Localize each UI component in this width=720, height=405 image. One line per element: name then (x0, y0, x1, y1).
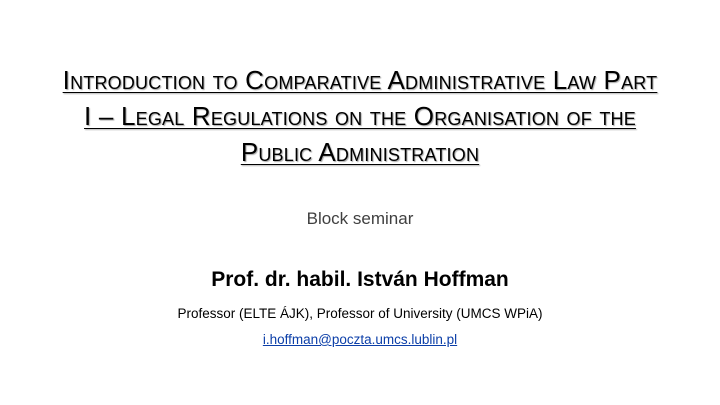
author-affiliation: Professor (ELTE ÁJK), Professor of University (UMCS WPiA) (177, 306, 543, 321)
email-line (60, 331, 660, 349)
slide-subtitle: Block seminar (306, 209, 414, 228)
slide-title: Introduction to Comparative Administrative Law Part I – Legal Regulations on the Organisation of the Public Administration (62, 65, 658, 167)
author-name: Prof. dr. habil. István Hoffman (211, 268, 509, 291)
email-link[interactable]: i.hoffman@poczta.umcs.lublin.pl (262, 332, 458, 347)
